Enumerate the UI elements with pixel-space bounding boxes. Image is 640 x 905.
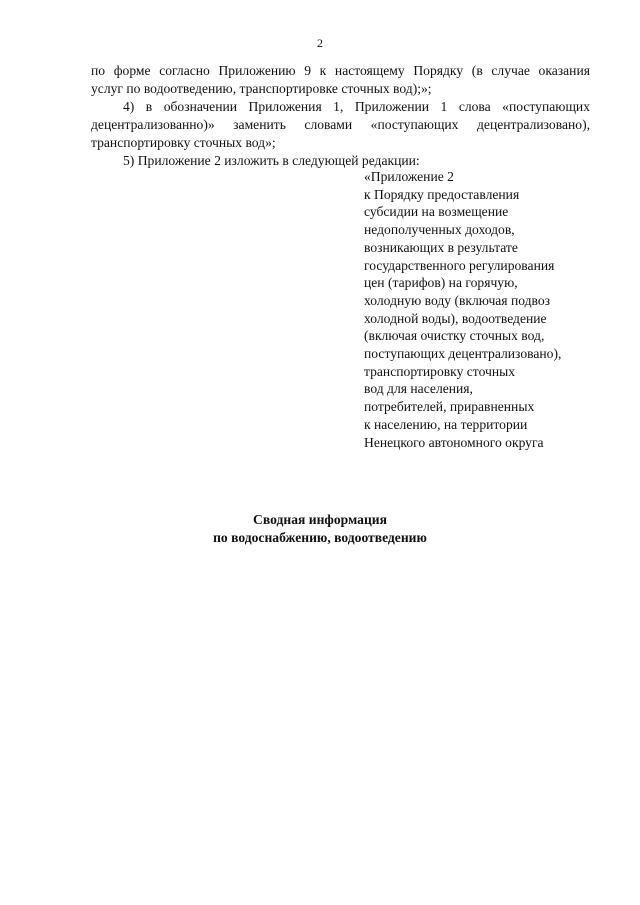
- page-number: 2: [317, 36, 323, 50]
- appendix-line: холодную воду (включая подвоз: [364, 292, 551, 308]
- appendix-line: поступающих децентрализовано),: [364, 346, 562, 362]
- document-heading: [0, 511, 640, 547]
- appendix-line: холодной воды), водоотведение: [364, 310, 547, 326]
- appendix-line: потребителей, приравненных: [364, 399, 535, 415]
- appendix-line: государственного регулирования: [364, 257, 555, 273]
- appendix-header-block: [364, 168, 604, 451]
- text-line: по форме согласно Приложению 9 к настоящему Порядку (в случае оказания: [91, 63, 590, 78]
- appendix-line: к Порядку предоставления: [364, 186, 520, 202]
- appendix-line: к населению, на территории: [364, 416, 528, 432]
- appendix-line: субсидии на возмещение: [364, 204, 509, 220]
- text-line: 4) в обозначении Приложения 1, Приложении 1 слова «поступающих: [123, 99, 590, 114]
- body-text: [91, 62, 590, 170]
- appendix-line: возникающих в результате: [364, 239, 518, 255]
- appendix-line: Ненецкого автономного округа: [364, 434, 544, 450]
- appendix-line: вод для населения,: [364, 381, 473, 397]
- text-line: услуг по водоотведению, транспортировке сточных вод);»;: [91, 81, 432, 96]
- appendix-line: транспортировку сточных: [364, 363, 516, 379]
- appendix-line: недополученных доходов,: [364, 222, 515, 238]
- appendix-line: (включая очистку сточных вод,: [364, 328, 545, 344]
- paragraph-item-4: [91, 98, 590, 152]
- text-line: децентрализованно)» заменить словами «поступающих децентрализовано),: [91, 117, 590, 132]
- appendix-line: «Приложение 2: [364, 169, 454, 184]
- text-line: транспортировку сточных вод»;: [91, 135, 276, 150]
- text-line: 5) Приложение 2 изложить в следующей редакции:: [123, 153, 420, 168]
- appendix-line: цен (тарифов) на горячую,: [364, 275, 518, 291]
- paragraph-continuation: [91, 62, 590, 98]
- heading-line-2: по водоснабжению, водоотведению: [213, 530, 427, 545]
- heading-line-1: Сводная информация: [253, 512, 387, 527]
